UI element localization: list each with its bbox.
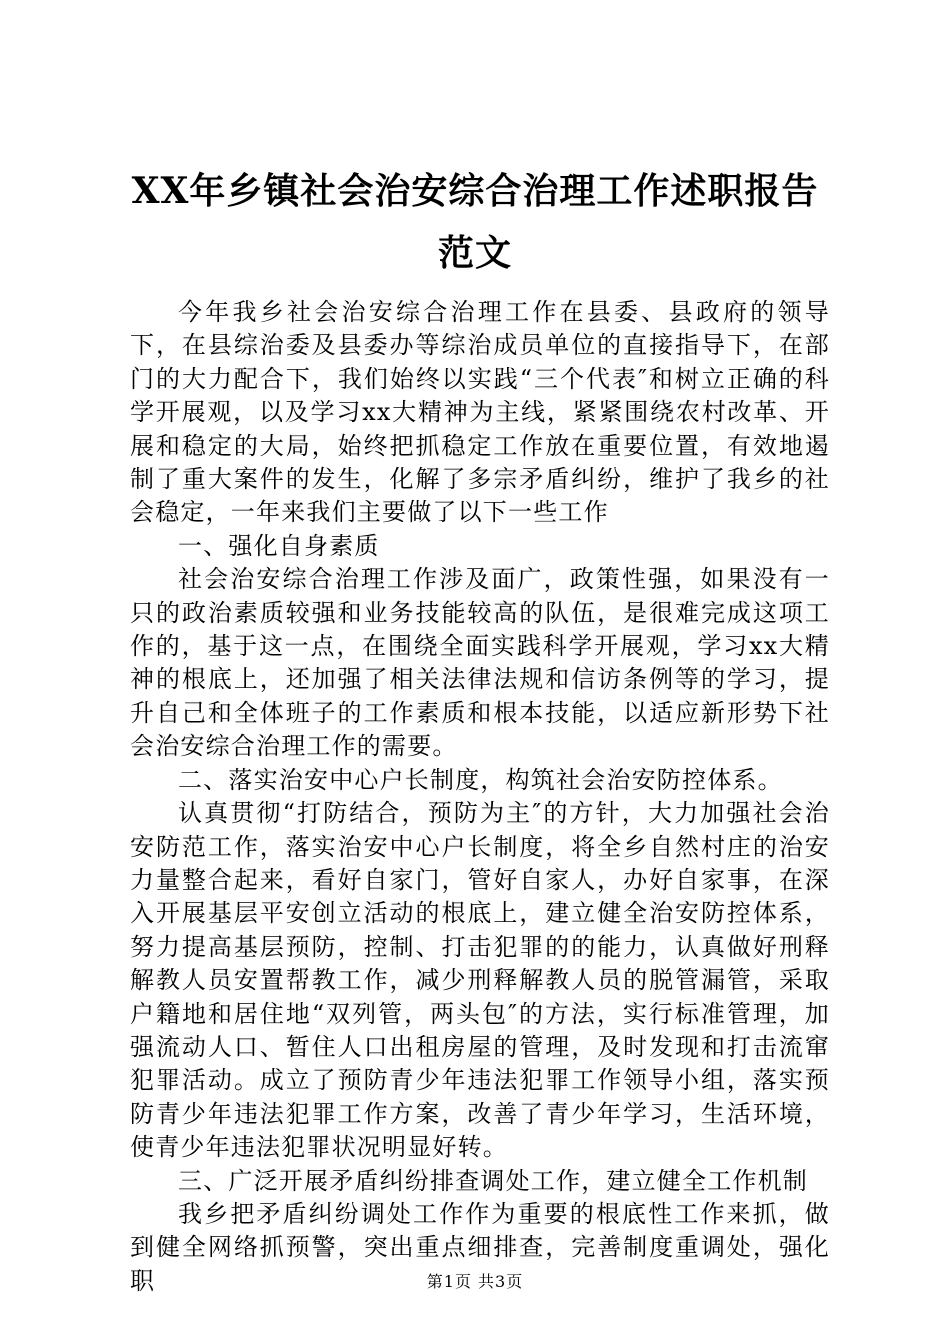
section-heading-2: 二、落实治安中心户长制度，构筑社会治安防控体系。 [178,765,783,794]
paragraph-intro: 今年我乡社会治安综合治理工作在县委、县政府的领导下，在县综治委及县委办等综治成员单位的直接指导下，在部门的大力配合下，我们始终以实践“三个代表″和树立正确的科学开展观，以及学习xx大精神为主线，紧紧围绕农村改革、开展和稳定的大局，始终把抓稳定工作放在重要位置，有效地遏制了重大案件的发生，化解了多宗矛盾纠纷，维护了我乡的社会稳定，一年来我们主要做了以下一些工作 [130,298,830,527]
paragraph-section-3: 我乡把矛盾纠纷调处工作作为重要的根底性工作来抓，做到健全网络抓预警，突出重点细排查，完善制度重调处，强化职 [130,1199,830,1295]
document-title: XX年乡镇社会治安综合治理工作述职报告范文 [131,170,819,274]
document-body [130,296,830,1298]
paragraph-section-2: 认真贯彻“打防结合，预防为主″的方针，大力加强社会治安防范工作，落实治安中心户长制度，将全乡自然村庄的治安力量整合起来，看好自家门，管好自家人，办好自家事，在深入开展基层平安创立活动的根底上，建立健全治安防控体系，努力提高基层预防，控制、打击犯罪的的能力，认真做好刑释解教人员安置帮教工作，减少刑释解教人员的脱管漏管，采取户籍地和居住地“双列管，两头包″的方法，实行标准管理，加强流动人口、暂住人口出租房屋的管理，及时发现和打击流窜犯罪活动。成立了预防青少年违法犯罪工作领导小组，落实预防青少年违法犯罪工作方案，改善了青少年学习，生活环境，使青少年违法犯罪状况明显好转。 [130,799,830,1162]
section-heading-1: 一、强化自身素质 [178,531,380,560]
paragraph-section-1: 社会治安综合治理工作涉及面广，政策性强，如果没有一只的政治素质较强和业务技能较高的队伍，是很难完成这项工作的，基于这一点，在围绕全面实践科学开展观，学习xx大精神的根底上，还加强了相关法律法规和信访条例等的学习，提升自己和全体班子的工作素质和根本技能，以适应新形势下社会治安综合治理工作的需要。 [130,565,830,761]
section-heading-3: 三、广泛开展矛盾纠纷排查调处工作，建立健全工作机制 [178,1166,808,1195]
page-number-footer: 第1页 共3页 [426,1272,524,1291]
